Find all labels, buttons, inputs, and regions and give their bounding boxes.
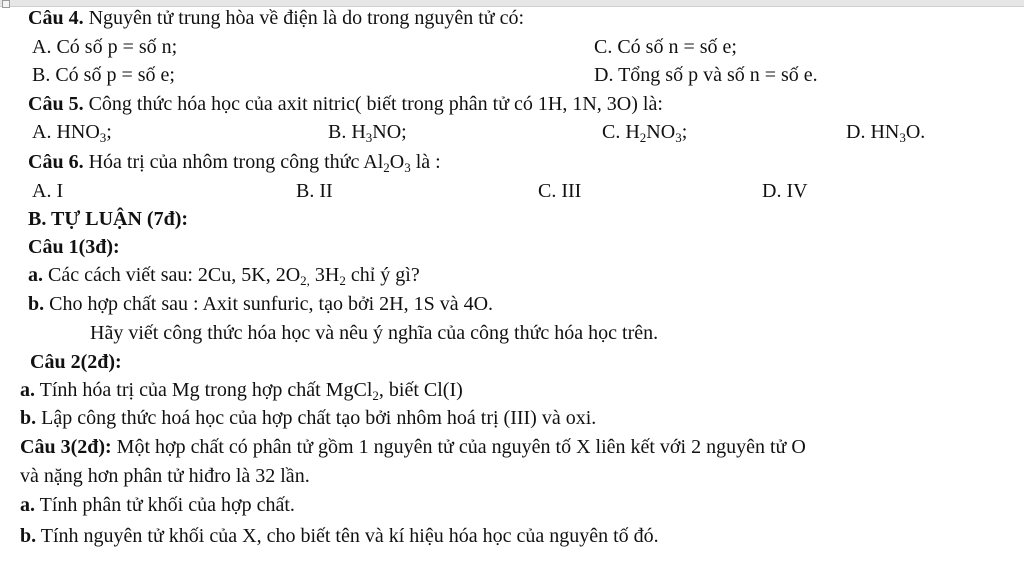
question-5-stem	[28, 92, 663, 116]
essay-3: Câu 3(2đ): Một hợp chất có phân tử gồm 1 nguyên tử của nguyên tố X liên kết với 2 nguyên tử O	[20, 436, 806, 458]
q6-option-d: D. IV	[762, 180, 808, 202]
essay-2-label: Câu 2(2đ):	[30, 351, 122, 373]
question-6-label: Câu 6.	[28, 151, 84, 173]
q5-option-a: A. $HNO_3$;	[32, 121, 112, 145]
corner-handle[interactable]	[2, 0, 10, 8]
section-heading: B. TỰ LUẬN (7đ):	[28, 208, 189, 230]
q6-option-c: C. III	[538, 180, 582, 202]
essay-2b: b. Lập công thức hoá học của hợp chất tạo bởi nhôm hoá trị (III) và oxi.	[20, 407, 597, 429]
q4-option-b: B. Có số p = số e;	[32, 64, 175, 86]
q5-option-b: B. $H_3NO$;	[328, 121, 407, 145]
q6-option-a: A. I	[32, 180, 64, 202]
essay-1b: b. Cho hợp chất sau : Axit sunfuric, tạo bởi 2H, 1S và 4O.	[28, 293, 494, 315]
question-5-label: Câu 5.	[28, 93, 84, 115]
q5-option-d: D. $HN_3O$.	[846, 121, 926, 145]
essay-3-continuation: và nặng hơn phân tử hiđro là 32 lần.	[20, 465, 310, 487]
essay-1a: a. Các cách viết sau: 2Cu, 5K, $2O_{2,}$ $3H_2$ chỉ ý gì?	[28, 264, 420, 288]
essay-3a: a. Tính phân tử khối của hợp chất.	[20, 494, 295, 516]
q4-option-d: D. Tổng số p và số n = số e.	[594, 64, 818, 86]
essay-1b-continuation: Hãy viết công thức hóa học và nêu ý nghĩa của công thức hóa học trên.	[90, 322, 659, 344]
question-4-text: Nguyên tử trung hòa về điện là do trong nguyên tử có:	[88, 7, 525, 29]
q6-option-b: B. II	[296, 180, 333, 202]
essay-2a: a. Tính hóa trị của Mg trong hợp chất MgCl$_2$, biết Cl(I)	[20, 379, 463, 403]
question-4-label: Câu 4.	[28, 7, 84, 29]
q5-option-c: C. $H_2NO_3$;	[602, 121, 688, 145]
question-6-text: Hóa trị của nhôm trong công thức $Al_2O_3$ là :	[88, 151, 441, 175]
question-4-stem	[28, 6, 524, 30]
q4-option-a: A. Có số p = số n;	[32, 36, 178, 58]
essay-1-label: Câu 1(3đ):	[28, 236, 120, 258]
q4-option-c: C. Có số n = số e;	[594, 36, 737, 58]
question-5-text: Công thức hóa học của axit nitric( biết trong phân tử có 1H, 1N, 3O) là:	[88, 93, 663, 115]
essay-3b: b. Tính nguyên tử khối của X, cho biết tên và kí hiệu hóa học của nguyên tố đó.	[20, 525, 659, 547]
question-6-stem	[28, 150, 441, 174]
